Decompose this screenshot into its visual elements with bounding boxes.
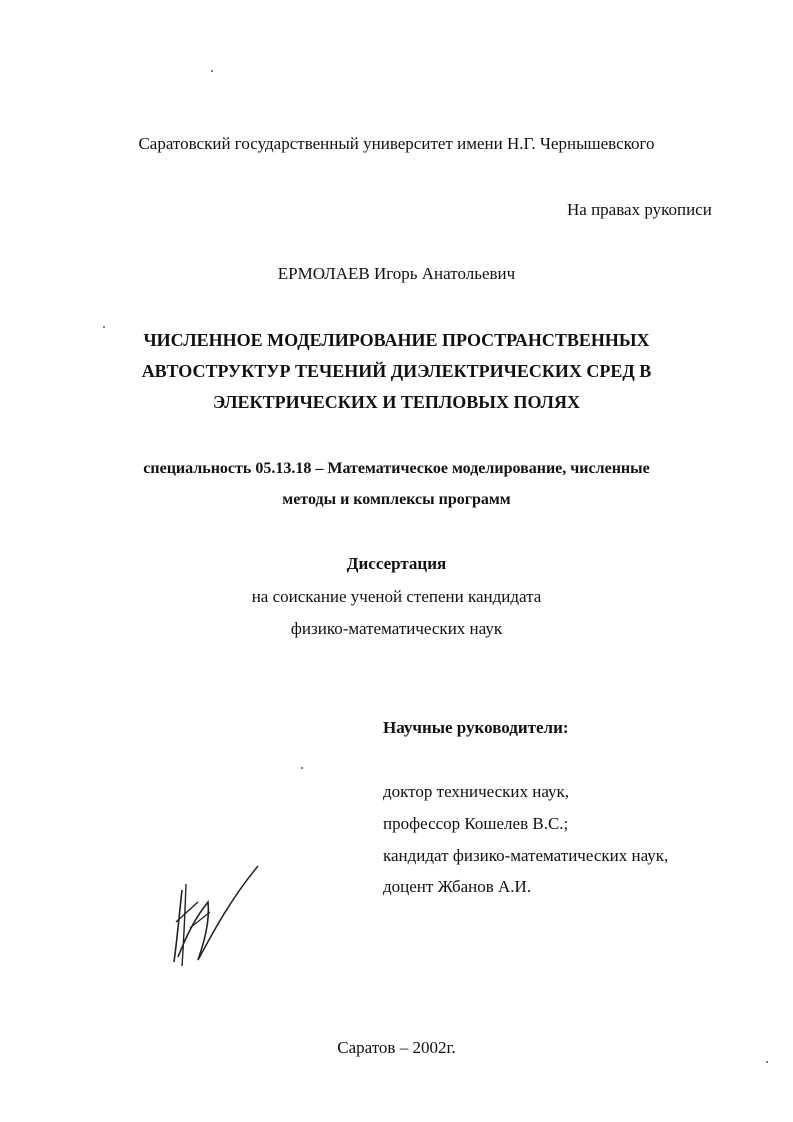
place-year: Саратов – 2002г. (337, 1038, 456, 1057)
signature-image (168, 862, 268, 972)
scan-speck (103, 326, 105, 328)
university-name: Саратовский государственный университет имени Н.Г. Чернышевского (138, 134, 655, 153)
supervisor-line: профессор Кошелев В.С.; (383, 814, 569, 833)
scan-speck (766, 1061, 768, 1063)
title-line-1: ЧИСЛЕННОЕ МОДЕЛИРОВАНИЕ ПРОСТРАНСТВЕННЫХ (143, 330, 650, 350)
supervisor-line: доктор технических наук, (383, 782, 570, 801)
specialty-line-1: специальность 05.13.18 – Математическое моделирование, численные (143, 460, 650, 477)
degree-line-1: на соискание ученой степени кандидата (251, 587, 542, 606)
specialty-line-2: методы и комплексы программ (282, 491, 511, 508)
degree-line-2: физико-математических наук (290, 619, 503, 638)
supervisor-line: доцент Жбанов А.И. (383, 877, 532, 896)
scan-speck (301, 767, 303, 769)
work-type: Диссертация (346, 554, 447, 573)
supervisors-heading: Научные руководители: (383, 718, 569, 737)
supervisor-line: кандидат физико-математических наук, (383, 846, 669, 865)
author-name: ЕРМОЛАЕВ Игорь Анатольевич (277, 264, 516, 283)
title-line-3: ЭЛЕКТРИЧЕСКИХ И ТЕПЛОВЫХ ПОЛЯХ (213, 392, 580, 412)
title-line-2: АВТОСТРУКТУР ТЕЧЕНИЙ ДИЭЛЕКТРИЧЕСКИХ СРЕД В (141, 361, 652, 381)
manuscript-note: На правах рукописи (567, 200, 712, 219)
scan-speck (211, 70, 213, 72)
